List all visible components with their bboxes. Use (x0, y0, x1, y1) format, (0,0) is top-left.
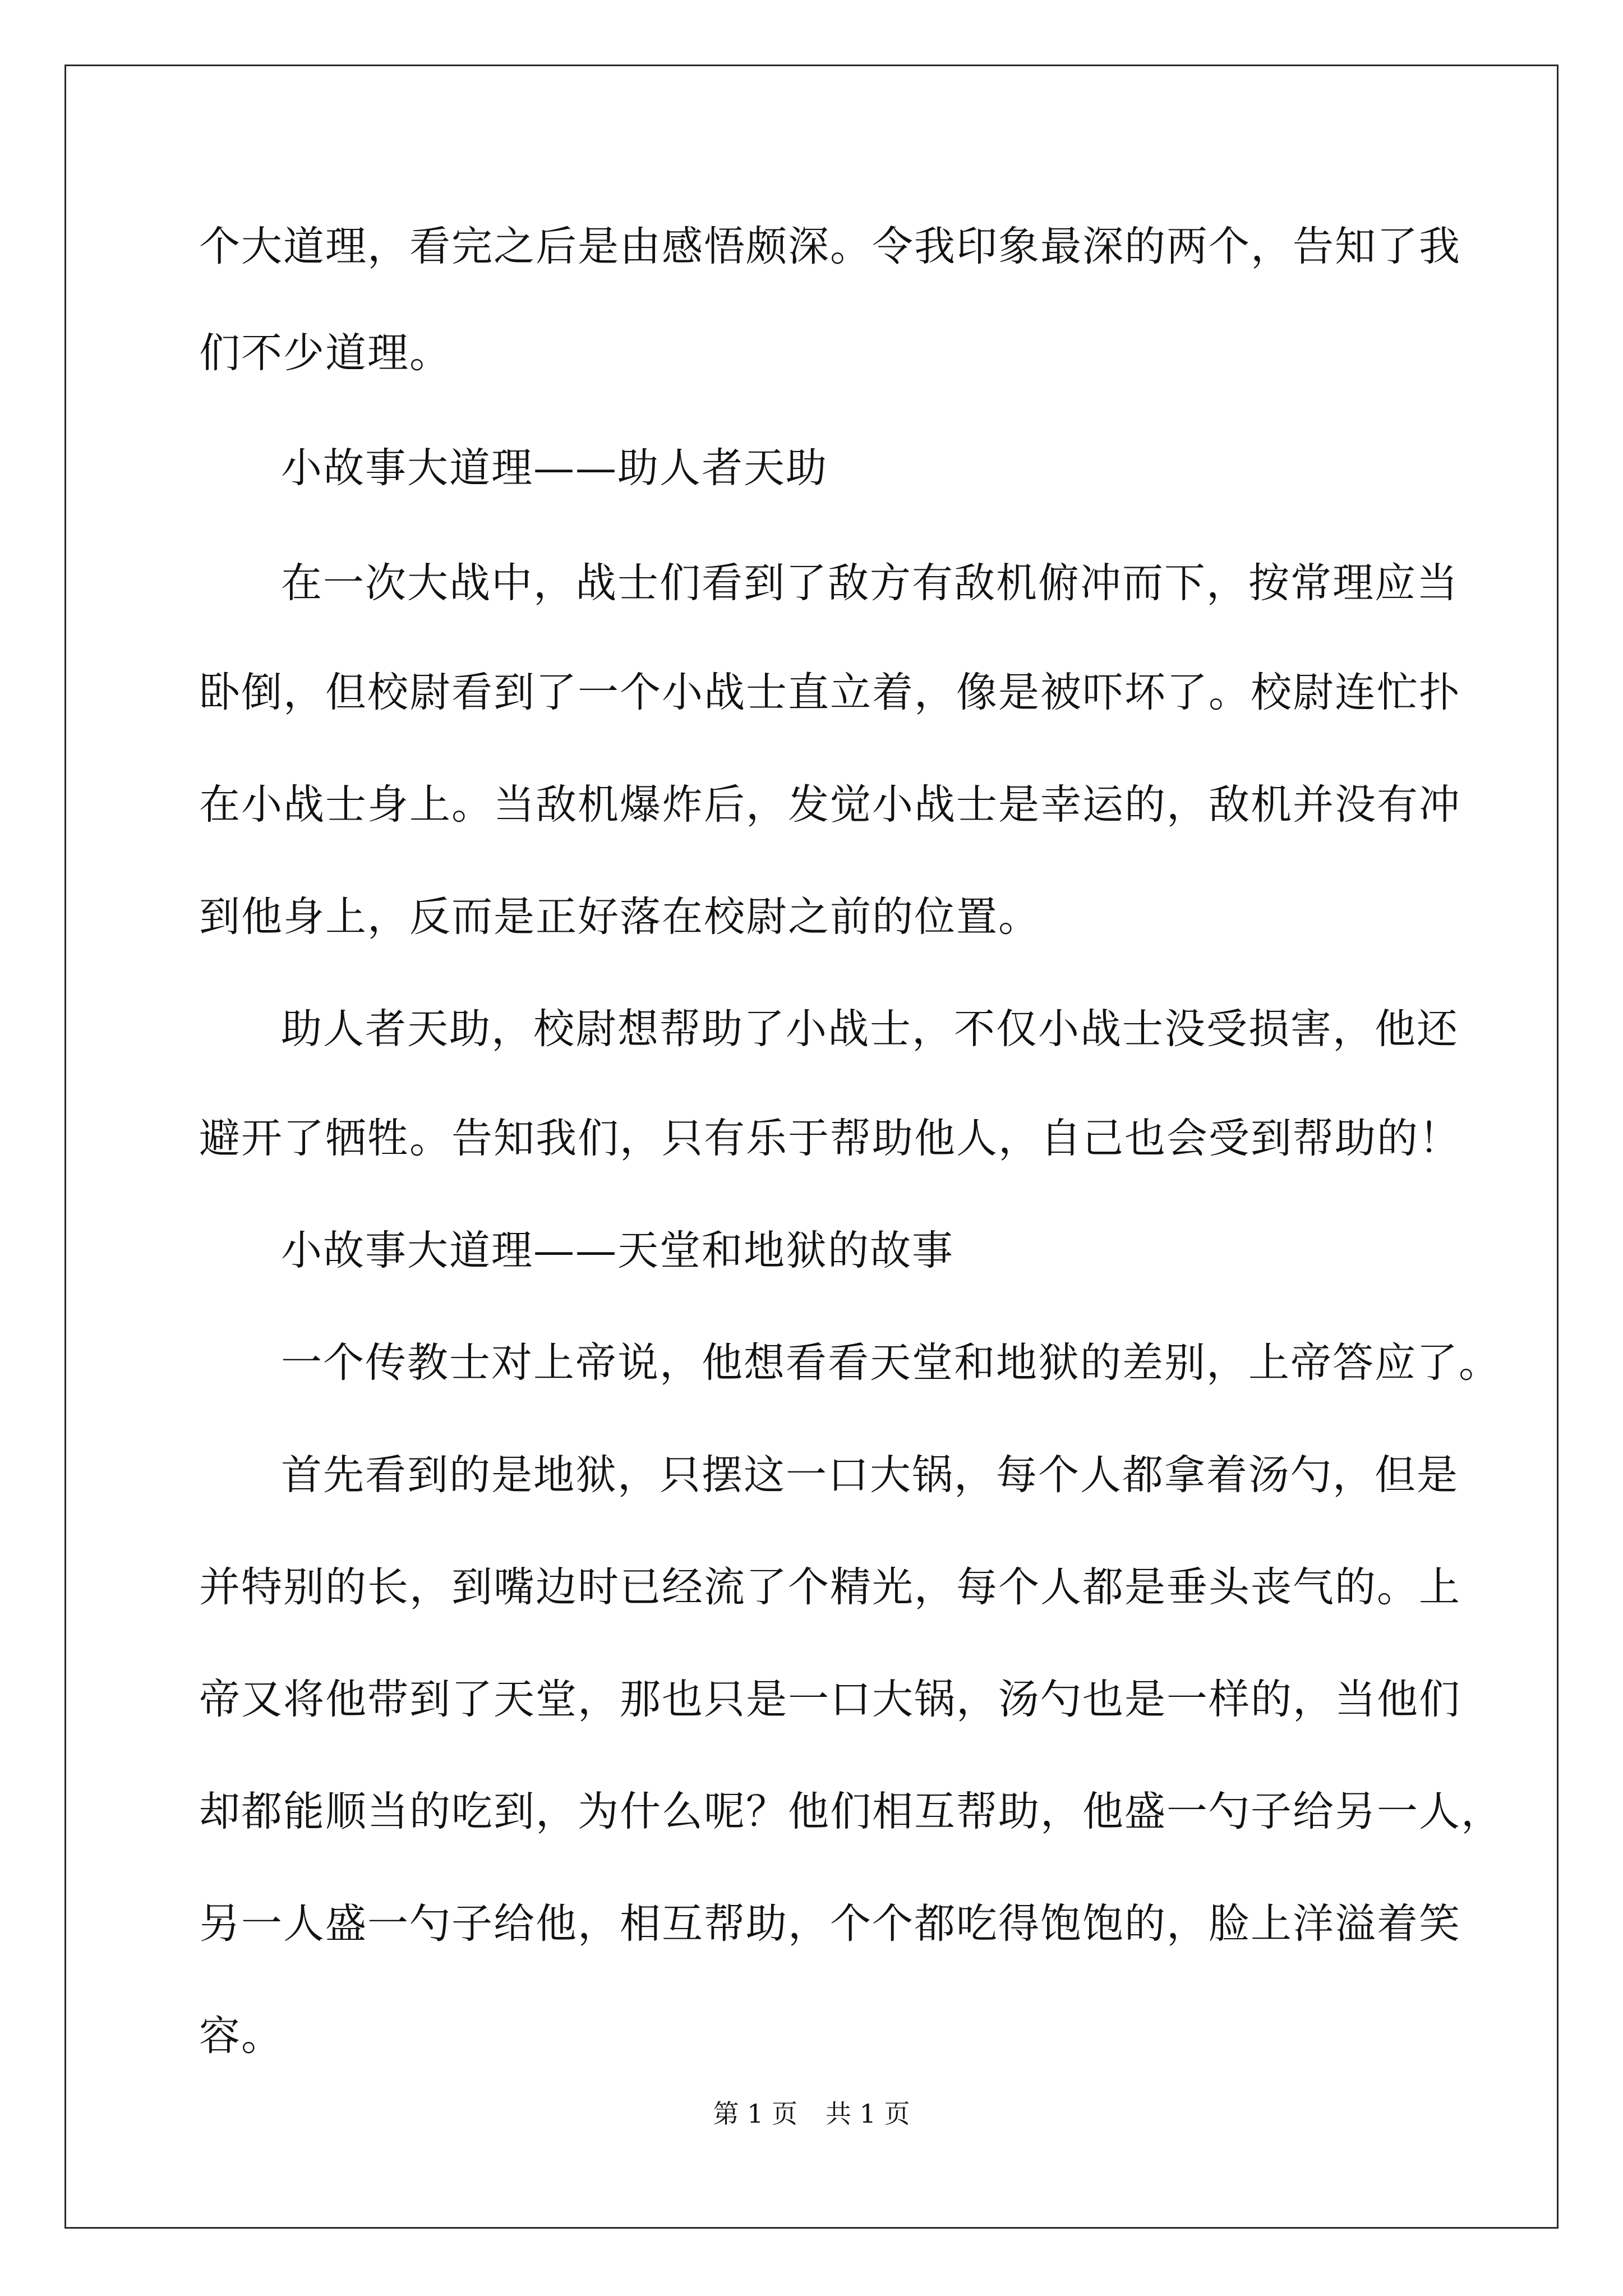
text-line: 并特别的长，到嘴边时已经流了个精光，每个人都是垂头丧气的。上 (199, 1563, 1461, 1611)
text-line: 们不少道理。 (199, 329, 451, 377)
text-line: 卧倒，但校尉看到了一个小战士直立着，像是被吓坏了。校尉连忙扑 (199, 669, 1461, 716)
section-heading: 小故事大道理——天堂和地狱的故事 (281, 1227, 954, 1274)
text-line: 容。 (199, 2012, 283, 2060)
text-line: 个大道理，看完之后是由感悟颇深。令我印象最深的两个，告知了我 (199, 223, 1461, 270)
text-line: 一个传教士对上帝说，他想看看天堂和地狱的差别，上帝答应了。 (281, 1339, 1501, 1387)
page-footer (0, 2097, 1623, 2131)
text-line: 另一人盛一勺子给他，相互帮助，个个都吃得饱饱的，脸上洋溢着笑 (199, 1900, 1461, 1948)
text-line: 避开了牺牲。告知我们，只有乐于帮助他人，自己也会受到帮助的！ (199, 1115, 1461, 1162)
text-line: 助人者天助，校尉想帮助了小战士，不仅小战士没受损害，他还 (281, 1005, 1459, 1053)
text-line: 帝又将他带到了天堂，那也只是一口大锅，汤勺也是一样的，当他们 (199, 1676, 1461, 1723)
section-heading: 小故事大道理——助人者天助 (281, 444, 828, 492)
text-line: 却都能顺当的吃到，为什么呢？他们相互帮助，他盛一勺子给另一人， (199, 1788, 1503, 1835)
page-number: 第 1 页 (713, 2099, 797, 2129)
text-line: 到他身上，反而是正好落在校尉之前的位置。 (199, 893, 1040, 941)
page-total: 共 1 页 (826, 2099, 910, 2129)
text-line: 首先看到的是地狱，只摆这一口大锅，每个人都拿着汤勺，但是 (281, 1451, 1459, 1499)
text-line: 在小战士身上。当敌机爆炸后，发觉小战士是幸运的，敌机并没有冲 (199, 781, 1461, 829)
text-line: 在一次大战中，战士们看到了敌方有敌机俯冲而下，按常理应当 (281, 559, 1459, 607)
